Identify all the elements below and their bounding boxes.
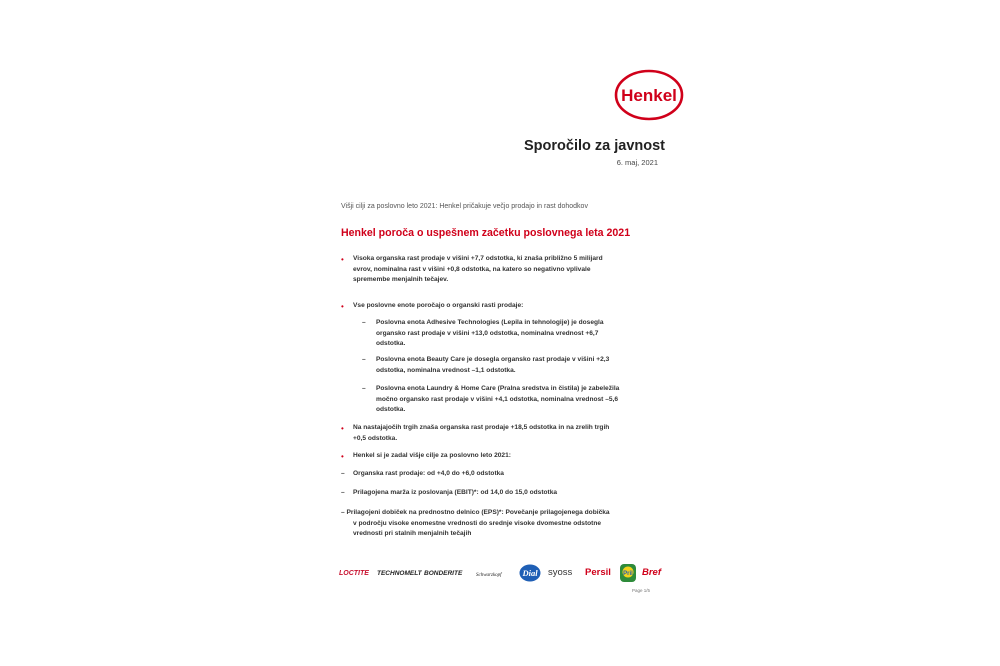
- svg-text:Dial: Dial: [522, 568, 538, 578]
- brand-persil-logo: Persil: [585, 567, 611, 578]
- text-line: evrov, nominalna rast v višini +0,8 odstotka, na katero so negativno vplivale: [353, 265, 591, 273]
- text-line: Visoka organska rast prodaje v višini +7,7 odstotka, ki znaša približno 5 milijard: [353, 255, 603, 262]
- brand-bonderite-logo: BONDERITE: [424, 570, 463, 577]
- document-heading: Sporočilo za javnost: [524, 138, 665, 154]
- dial-logo-mark: [519, 564, 541, 582]
- dash-marker: –: [341, 489, 345, 496]
- text-line: spremembe menjalnih tečajev.: [353, 276, 449, 284]
- bullet-marker: •: [341, 452, 344, 461]
- bullet-text: [353, 423, 659, 444]
- brand-loctite-logo: LOCTITE: [339, 570, 369, 577]
- svg-text:Henkel: Henkel: [621, 86, 677, 105]
- brand-technomelt-logo: TECHNOMELT: [377, 570, 422, 577]
- release-date: 6. maj, 2021: [616, 158, 658, 167]
- bullet-text: Vse poslovne enote poročajo o organski rasti prodaje:: [353, 302, 524, 309]
- document-subhead: Višji cilji za poslovno leto 2021: Henkel pričakuje večjo prodajo in rast dohodkov: [341, 203, 588, 210]
- svg-text:Pril: Pril: [623, 571, 633, 577]
- sub-bullet-text: [376, 384, 659, 416]
- text-line: organsko rast prodaje v višini +13,0 odstotka, nominalna vrednost +6,7: [376, 329, 599, 337]
- press-release-page: [332, 50, 677, 610]
- brand-bref-logo: Bref: [642, 567, 662, 578]
- text-line: Poslovna enota Adhesive Technologies (Lepila in tehnologije) je dosegla: [376, 319, 604, 326]
- brand-logo-strip: [339, 563, 663, 585]
- brand-dial-logo: [519, 564, 541, 582]
- henkel-logo-mark: [614, 68, 684, 122]
- text-line: – Prilagojeni dobiček na prednostno delnico (EPS)*: Povečanje prilagojenega dobička: [341, 509, 610, 516]
- target-item-eps: [341, 508, 659, 540]
- pril-logo-mark: [619, 563, 637, 583]
- text-line: Poslovna enota Beauty Care je dosegla organsko rast prodaje v višini +2,3: [376, 356, 610, 363]
- sub-bullet-text: [376, 355, 659, 376]
- brand-pril-logo: [619, 563, 637, 583]
- text-line: Na nastajajočih trgih znaša organska rast prodaje +18,5 odstotka in na zrelih trgih: [353, 424, 610, 431]
- sub-bullet-text: [376, 318, 659, 350]
- dash-marker: –: [362, 319, 366, 326]
- text-line: močno organsko rast prodaje v višini +4,1 odstotka, nominalna vrednost –5,6: [376, 395, 619, 403]
- text-line: odstotka.: [376, 340, 406, 348]
- dash-marker: –: [362, 385, 366, 392]
- brand-syoss-logo: syoss: [548, 567, 573, 578]
- text-line: odstotka, nominalna vrednost –1,1 odstotka.: [376, 366, 516, 374]
- brand-schwarzkopf-logo: Schwarzkopf: [476, 573, 502, 578]
- dash-marker: –: [362, 356, 366, 363]
- target-item: Organska rast prodaje: od +4,0 do +6,0 odstotka: [353, 470, 504, 477]
- target-item: Prilagojena marža iz poslovanja (EBIT)*: od 14,0 do 15,0 odstotka: [353, 489, 558, 496]
- document-title: Henkel poroča o uspešnem začetku poslovnega leta 2021: [341, 227, 631, 239]
- henkel-logo: [614, 68, 684, 122]
- text-line: vrednosti pri stalnih menjalnih tečajih: [353, 530, 472, 538]
- bullet-text: [353, 254, 659, 286]
- bullet-marker: •: [341, 255, 344, 264]
- text-line: +0,5 odstotka.: [353, 434, 398, 442]
- dash-marker: –: [341, 470, 345, 477]
- bullet-marker: •: [341, 302, 344, 311]
- bullet-marker: •: [341, 424, 344, 433]
- text-line: v področju visoke enomestne vrednosti do srednje visoke dvomestne odstotne: [353, 519, 602, 527]
- page-number: Page 1/5: [632, 588, 651, 593]
- text-line: Poslovna enota Laundry & Home Care (Pralna sredstva in čistila) je zabeležila: [376, 385, 620, 392]
- text-line: odstotka.: [376, 406, 406, 414]
- bullet-text: Henkel si je zadal višje cilje za poslovno leto 2021:: [353, 452, 511, 459]
